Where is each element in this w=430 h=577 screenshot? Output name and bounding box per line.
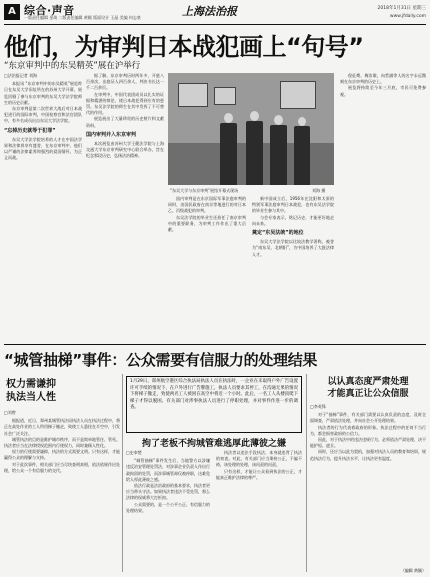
paragraph: 据报道，近日，郑州某城管执法局执法人员在执法过程中，将正在高处作业的工人所用梯子撤走，致使工人悬挂在半空中，引发社会广泛关注。 xyxy=(4,418,120,436)
paragraph: 执法者的行为代表着政府的形象。执法过程中的任何不当行为，都会损害政府的公信力。 xyxy=(310,424,426,436)
paragraph: 同时，还应当以此为契机，加强对执法人员的教育和培训，规范执法行为，提升执法水平，让执法更有温度。 xyxy=(310,449,426,461)
left-headline: 权力需谦抑 执法当人性 xyxy=(6,379,56,403)
paper-date: 2018年1月31日 星期三 xyxy=(377,6,426,11)
top-byline: □法治报记者 刘海 xyxy=(4,73,38,78)
middle-headline: 拘了老板不拘城管难逃厚此薄彼之嫌 xyxy=(141,439,286,449)
paragraph: 因此，对于执法中的违法违规行为，必须依法严肃处理，决不能护短、遮丑。 xyxy=(310,437,426,449)
photo-caption: “东吴大学与东京审判”展馆开幕式现场 xyxy=(170,188,239,193)
right-byline: □李英锋 xyxy=(310,404,326,409)
paragraph: 对于此次事件，相关部门应当尽快查明真相，依法依规作出处理，给公众一个有信服力的交代。 xyxy=(4,461,120,473)
paragraph: 本报讯 “东京审判中的东吴精英”展览昨日在东吴大学旧址所在的苏州大学开幕，展览回顾了参与东京审判的东吴大学法学院师生的历史贡献。 xyxy=(4,81,82,105)
paragraph: 展览将持续至今年三月底，市民可免费参观。 xyxy=(340,85,426,97)
top-column-3 xyxy=(168,196,246,341)
right-headline: 以认真态度严肃处理 才能真正让公众信服 xyxy=(327,377,409,399)
column-divider xyxy=(122,374,123,572)
paragraph: 对于“抽梯”事件，有关部门需要以认真负责的态度，及时全面调查，严肃依法处理，并向社会公开处理结果。 xyxy=(310,412,426,424)
event-summary-box: 1月29日，郑州航空港区综合执法局执法人员在执法时，一企业在未取得户外广告设置许可手续的情况下，在户外进行广告牌施工，执法人员要求其停工，在沟通无果的情况下将梯子撤走，致使两名工人被困在高空中将近一个小时。此后，一名工人从楼顶爬下梯子才得以脱困。有关部门对涉事执法人员进行了停职处理，并对事件作进一步的调查。 xyxy=(126,376,302,433)
left-column xyxy=(4,410,120,572)
column-divider xyxy=(306,374,307,572)
right-column xyxy=(310,404,426,566)
paragraph: 展览展出了大量珍贵的历史照片和文献资料。 xyxy=(86,116,164,128)
paragraph: 东吴法学院的毕业生还担任了南京审判中的重要职务，为审判工作作出了重大贡献。 xyxy=(168,214,246,233)
paragraph: 在审判中，中国代表团成员以扎实的证据和精湛的辩论，使日本战犯得到应有的惩罚。东吴法学院的师生在其中发挥了不可替代的作用。 xyxy=(86,91,164,116)
paper-name: 上海法治报 xyxy=(182,5,237,18)
paragraph: 东吴大学法学院培养的人才在中国法学界和法律界享有盛誉，在东京审判中，他们以严谨的法律素养和强烈的爱国情怀，为正义而战。 xyxy=(4,136,82,161)
column-subhead: “忘掉历史就等于犯罪” xyxy=(4,127,56,134)
top-column-2 xyxy=(86,73,164,341)
paragraph: 只有这样，才能让公众看到执法的公正，才能真正维护法律的尊严。 xyxy=(216,468,302,480)
middle-column-2 xyxy=(216,450,302,572)
section-title: 综合·声音 xyxy=(24,4,75,17)
paragraph: 权力的行使需要谦抑，执法的方式需要文明。只有这样，才能赢得公众的理解与支持。 xyxy=(4,449,120,461)
paragraph: 东京审判是第二次世界大战后对日本战犯进行的国际审判，中国检察官和法官团队中，有多名成员出自东吴大学法学院。 xyxy=(4,106,82,124)
section-editors: 一版责任编辑 金琦 二版责任编辑 黄颖 版面设计 王晶 美编 何志豪 xyxy=(24,15,141,20)
header-rule xyxy=(4,24,426,25)
paragraph: 倪征燠、梅汝璈、向哲濬等人的名字永远镌刻在东京审判的历史上。 xyxy=(340,73,426,85)
paragraph: “城管抽梯”事件发生后，当地警方以涉嫌违反治安管理处罚法，对涉事企业负责人作出行政拘留的处罚，而涉事城管却仅被停职，这难免给人厚此薄彼之感。 xyxy=(126,458,210,482)
column-subhead: 奠定“东吴法统”的地位 xyxy=(252,230,304,237)
paragraph: 新中国成立后，1956年在沈阳和太原的特别军事法庭审判日本战犯，也有东吴法学院的毕业生参与其中。 xyxy=(252,196,334,214)
exhibition-photo xyxy=(168,73,334,185)
top-subheadline: “东京审判中的东吴精英”展在沪举行 xyxy=(4,61,141,71)
top-column-4 xyxy=(252,196,334,341)
top-column-5 xyxy=(340,73,426,341)
bottom-headline: “城管抽梯”事件：公众需要有信服力的处理结果 xyxy=(4,351,318,369)
left-byline: □刘曾 xyxy=(4,410,16,415)
story-divider xyxy=(4,344,426,345)
middle-column-1 xyxy=(126,450,210,572)
paragraph: 国内审判是在东京国际军事法庭审判的同时，由国民政府在南京等地进行的对日本乙、丙级战犯的审判。 xyxy=(168,196,246,214)
masthead xyxy=(4,2,426,24)
paragraph: 东吴大学法学院以比较法教学著称，被誉为“南东吴，北朝阳”，为中国培养了大批法律人才。 xyxy=(252,239,334,257)
top-headline: 他们，为审判日本战犯画上“句号” xyxy=(4,33,364,61)
paragraph: 依法行政是法治政府的基本要求，执法者更应当带头守法。如果执法者违法不受处罚，那么法律的权威将大打折扣。 xyxy=(126,483,210,501)
top-column-1 xyxy=(4,73,82,341)
paragraph: 执法者以违法手段执法，本身就违背了执法的初衷。对此，有关部门应当秉持公正，不偏不倚，该处理的处理，该问责的问责。 xyxy=(216,450,302,468)
paragraph: 与会专家表示，铭记历史，才能更好地走向未来。 xyxy=(252,214,334,226)
paragraph: 据了解，东京审判历时两年多，开庭八百余次，出庭证人四百余人，判决书长达一千二百余页。 xyxy=(86,73,164,91)
paragraph: 公众需要的，是一个公平公正、有信服力的处理结果。 xyxy=(126,501,210,513)
middle-byline: □史奉楚 xyxy=(126,450,142,455)
paper-url: www.jfdaily.com xyxy=(389,14,426,19)
paragraph: 城管执法的目的是维护城市秩序，而不是简单地管住、管死。执法者应当在法律授权范围内行使权力，同时兼顾人性化。 xyxy=(4,436,120,449)
photo-credit: 刘海 摄 xyxy=(312,188,326,193)
paragraph: 本次展览由苏州大学王健法学院与上海交通大学东京审判研究中心联合举办，旨在纪念那段历史，弘扬法治精神。 xyxy=(86,141,164,159)
column-subhead: 国内审判并入东京审判 xyxy=(86,131,137,138)
editor-note: （编辑 黄颖） xyxy=(400,568,426,573)
section-logo: A xyxy=(4,4,20,20)
